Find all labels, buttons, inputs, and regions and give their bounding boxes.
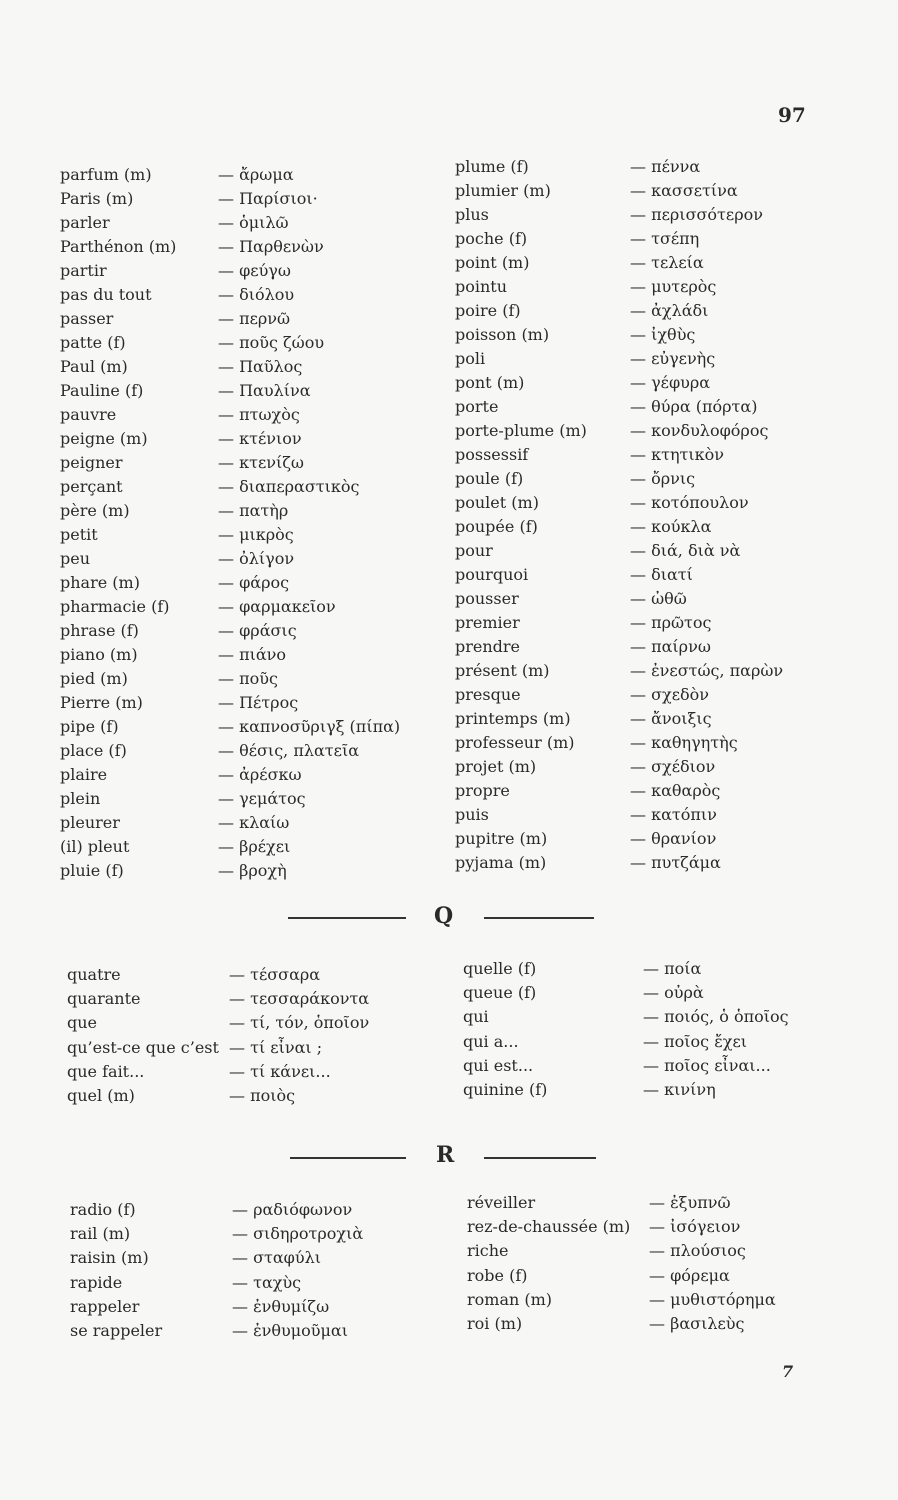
dictionary-entry <box>463 1078 883 1102</box>
dictionary-entry <box>467 1239 887 1263</box>
greek-translation: — ποῦς <box>218 669 278 688</box>
dictionary-entry <box>455 539 875 563</box>
dictionary-entry <box>455 827 875 851</box>
greek-translation: — τσέπη <box>630 229 700 248</box>
greek-translation: — εὐγενὴς <box>630 349 716 368</box>
french-term: qu’est-ce que c’est <box>67 1037 219 1057</box>
greek-translation: — κτητικὸν <box>630 445 725 464</box>
greek-translation: — σχέδιον <box>630 757 716 776</box>
section-letter-r: R <box>436 1142 455 1168</box>
dictionary-entry <box>467 1191 887 1215</box>
french-term: pointu <box>455 277 508 296</box>
french-term: pluie (f) <box>60 861 124 880</box>
dictionary-entry <box>60 571 430 595</box>
greek-translation: — ἄνοιξις <box>630 709 712 728</box>
dictionary-entry <box>455 515 875 539</box>
greek-translation: — κούκλα <box>630 517 712 536</box>
french-term: pont (m) <box>455 373 525 392</box>
french-term: puis <box>455 805 489 824</box>
greek-translation: — ἐνθυμοῦμαι <box>232 1320 348 1340</box>
french-term: printemps (m) <box>455 709 571 728</box>
greek-translation: — σιδηροτροχιὰ <box>232 1224 364 1244</box>
dictionary-entry <box>455 395 875 419</box>
greek-translation: — βροχὴ <box>218 861 287 880</box>
page-number: 97 <box>778 103 806 127</box>
french-term: petit <box>60 525 98 544</box>
greek-translation: — ποῖος εἶναι... <box>643 1055 771 1075</box>
greek-translation: — ἀχλάδι <box>630 301 709 320</box>
dictionary-entry <box>60 211 430 235</box>
french-term: que fait... <box>67 1061 145 1081</box>
french-term: raisin (m) <box>70 1248 149 1268</box>
dictionary-entry <box>60 499 430 523</box>
dictionary-entry <box>455 203 875 227</box>
greek-translation: — κοτόπουλον <box>630 493 749 512</box>
french-term: prendre <box>455 637 521 656</box>
greek-translation: — φεύγω <box>218 261 291 280</box>
dictionary-entry <box>455 323 875 347</box>
greek-translation: — πτωχὸς <box>218 405 300 424</box>
dictionary-entry <box>60 379 430 403</box>
greek-translation: — Παρθενὼν <box>218 237 324 256</box>
greek-translation: — βασιλεὺς <box>649 1313 745 1333</box>
greek-translation: — βρέχει <box>218 837 291 856</box>
dictionary-entry <box>455 851 875 875</box>
dictionary-entry <box>60 811 430 835</box>
greek-translation: — ποιός, ὁ ὁποῖος <box>643 1007 789 1027</box>
greek-translation: — φαρμακεῖον <box>218 597 336 616</box>
french-term: qui <box>463 1007 489 1027</box>
dictionary-entry <box>67 1036 427 1060</box>
greek-translation: — κατόπιν <box>630 805 717 824</box>
french-term: poche (f) <box>455 229 528 248</box>
dictionary-entry <box>67 987 427 1011</box>
greek-translation: — Πέτρος <box>218 693 299 712</box>
dictionary-entry <box>455 611 875 635</box>
dictionary-entry <box>455 371 875 395</box>
footer-mark: 7 <box>782 1362 794 1381</box>
greek-translation: — οὐρὰ <box>643 983 704 1003</box>
dictionary-entry <box>70 1198 430 1222</box>
greek-translation: — κονδυλοφόρος <box>630 421 769 440</box>
french-term: réveiller <box>467 1193 536 1212</box>
french-term: parler <box>60 213 110 232</box>
dictionary-entry <box>70 1271 430 1295</box>
dictionary-entry <box>67 1084 427 1108</box>
dictionary-entry <box>467 1288 887 1312</box>
dictionary-entry <box>60 691 430 715</box>
french-term: Parthénon (m) <box>60 237 177 256</box>
greek-translation: — γέφυρα <box>630 373 711 392</box>
french-term: Pauline (f) <box>60 381 144 400</box>
dictionary-entry <box>60 835 430 859</box>
dictionary-entry <box>60 163 430 187</box>
dictionary-entry <box>60 595 430 619</box>
french-term: rappeler <box>70 1296 140 1316</box>
dictionary-entry <box>60 475 430 499</box>
french-term: Paris (m) <box>60 189 134 208</box>
dictionary-entry <box>467 1312 887 1336</box>
dictionary-entry <box>455 779 875 803</box>
greek-translation: — ἰχθὺς <box>630 325 696 344</box>
dictionary-entry <box>455 251 875 275</box>
dictionary-entry <box>60 427 430 451</box>
french-term: quelle (f) <box>463 959 537 978</box>
dictionary-entry <box>455 179 875 203</box>
dictionary-entry <box>60 355 430 379</box>
dictionary-entry <box>60 787 430 811</box>
dictionary-entry <box>67 1011 427 1035</box>
dictionary-entry <box>455 347 875 371</box>
greek-translation: — παίρνω <box>630 637 711 656</box>
dictionary-entry <box>463 1005 883 1029</box>
french-term: plein <box>60 789 101 808</box>
greek-translation: — ἄρωμα <box>218 165 294 184</box>
french-term: premier <box>455 613 520 632</box>
dictionary-entry <box>60 235 430 259</box>
greek-translation: — ταχὺς <box>232 1272 302 1292</box>
dictionary-entry <box>70 1295 430 1319</box>
french-term: partir <box>60 261 107 280</box>
greek-translation: — τί κάνει... <box>229 1061 331 1081</box>
greek-translation: — ἐξυπνῶ <box>649 1193 731 1212</box>
greek-translation: — ἰσόγειον <box>649 1217 741 1237</box>
greek-translation: — περνῶ <box>218 309 291 328</box>
french-term: pupitre (m) <box>455 829 548 848</box>
greek-translation: — φράσις <box>218 621 297 640</box>
french-term: poule (f) <box>455 469 524 488</box>
dictionary-entry <box>60 307 430 331</box>
french-term: pour <box>455 541 493 560</box>
divider-rule-right <box>484 1157 596 1159</box>
dictionary-entry <box>60 859 430 883</box>
dictionary-entry <box>455 803 875 827</box>
greek-translation: — καπνοσῦριγξ (πίπα) <box>218 717 401 736</box>
french-term: roi (m) <box>467 1313 523 1333</box>
r-right-column <box>467 1191 887 1336</box>
french-term: père (m) <box>60 501 130 520</box>
french-term: pourquoi <box>455 565 529 584</box>
dictionary-entry <box>455 443 875 467</box>
dictionary-entry <box>455 155 875 179</box>
french-term: robe (f) <box>467 1265 528 1285</box>
greek-translation: — φάρος <box>218 573 290 592</box>
french-term: roman (m) <box>467 1289 553 1309</box>
french-term: plus <box>455 205 489 224</box>
french-term: qui a... <box>463 1031 519 1051</box>
dictionary-entry <box>463 981 883 1005</box>
french-term: piano (m) <box>60 645 138 664</box>
greek-translation: — ἐνθυμίζω <box>232 1296 330 1316</box>
french-term: plumier (m) <box>455 181 551 200</box>
french-term: perçant <box>60 477 123 496</box>
french-term: phrase (f) <box>60 621 139 640</box>
dictionary-entry <box>463 957 883 981</box>
greek-translation: — κινίνη <box>643 1079 716 1099</box>
greek-translation: — ποιὸς <box>229 1085 296 1105</box>
greek-translation: — πέννα <box>630 157 701 176</box>
greek-translation: — πυτζάμα <box>630 853 721 872</box>
french-term: pauvre <box>60 405 117 424</box>
divider-rule-right <box>484 917 594 919</box>
p-left-column <box>60 163 430 883</box>
greek-translation: — τέσσαρα <box>229 965 321 984</box>
dictionary-entry <box>60 523 430 547</box>
dictionary-entry <box>70 1319 430 1343</box>
greek-translation: — ἀρέσκω <box>218 765 302 784</box>
greek-translation: — θέσις, πλατεῖα <box>218 741 360 760</box>
greek-translation: — μυτερὸς <box>630 277 717 296</box>
greek-translation: — κασσετίνα <box>630 181 738 200</box>
greek-translation: — καθαρὸς <box>630 781 721 800</box>
dictionary-entry <box>60 763 430 787</box>
french-term: quel (m) <box>67 1085 135 1105</box>
greek-translation: — διατί <box>630 565 693 584</box>
dictionary-entry <box>70 1222 430 1246</box>
greek-translation: — θύρα (πόρτα) <box>630 397 758 416</box>
french-term: riche <box>467 1241 509 1261</box>
greek-translation: — πρῶτος <box>630 613 712 632</box>
french-term: peigner <box>60 453 123 472</box>
greek-translation: — ὠθῶ <box>630 589 687 608</box>
dictionary-entry <box>60 451 430 475</box>
divider-rule-left <box>288 917 406 919</box>
r-left-column <box>70 1198 430 1343</box>
greek-translation: — κλαίω <box>218 813 290 832</box>
greek-translation: — ὀλίγον <box>218 549 295 568</box>
greek-translation: — ὄρνις <box>630 469 696 488</box>
dictionary-entry <box>463 1030 883 1054</box>
french-term: qui est... <box>463 1055 534 1075</box>
french-term: rapide <box>70 1272 123 1292</box>
greek-translation: — σχεδὸν <box>630 685 709 704</box>
greek-translation: — Παρίσιοι· <box>218 189 318 208</box>
french-term: radio (f) <box>70 1200 136 1219</box>
greek-translation: — πιάνο <box>218 645 287 664</box>
french-term: pas du tout <box>60 285 152 304</box>
french-term: poupée (f) <box>455 517 538 536</box>
french-term: quinine (f) <box>463 1079 548 1099</box>
q-right-column <box>463 957 883 1102</box>
dictionary-entry <box>455 683 875 707</box>
french-term: pharmacie (f) <box>60 597 170 616</box>
french-term: phare (m) <box>60 573 140 592</box>
dictionary-entry <box>60 715 430 739</box>
french-term: porte-plume (m) <box>455 421 587 440</box>
greek-translation: — κτένιον <box>218 429 302 448</box>
dictionary-entry <box>70 1246 430 1270</box>
french-term: presque <box>455 685 521 704</box>
p-right-column <box>455 155 875 875</box>
greek-translation: — ραδιόφωνον <box>232 1200 353 1219</box>
french-term: se rappeler <box>70 1320 163 1340</box>
greek-translation: — μικρὸς <box>218 525 294 544</box>
french-term: poire (f) <box>455 301 521 320</box>
french-term: point (m) <box>455 253 530 272</box>
dictionary-entry <box>455 275 875 299</box>
greek-translation: — γεμάτος <box>218 789 306 808</box>
dictionary-entry <box>455 299 875 323</box>
dictionary-entry <box>60 619 430 643</box>
greek-translation: — τί εἶναι ; <box>229 1037 323 1057</box>
french-term: porte <box>455 397 499 416</box>
dictionary-entry <box>455 467 875 491</box>
dictionary-entry <box>455 227 875 251</box>
dictionary-entry <box>455 635 875 659</box>
french-term: plaire <box>60 765 108 784</box>
dictionary-entry <box>60 739 430 763</box>
greek-translation: — σταφύλι <box>232 1248 322 1268</box>
dictionary-entry <box>60 403 430 427</box>
french-term: pipe (f) <box>60 717 119 736</box>
dictionary-entry <box>455 707 875 731</box>
dictionary-entry <box>455 587 875 611</box>
greek-translation: — διόλου <box>218 285 295 304</box>
french-term: peu <box>60 549 91 568</box>
french-term: quatre <box>67 965 121 984</box>
french-term: place (f) <box>60 741 127 760</box>
french-term: quarante <box>67 989 141 1009</box>
greek-translation: — Παυλίνα <box>218 381 311 400</box>
dictionary-entry <box>455 731 875 755</box>
greek-translation: — ποῖος ἔχει <box>643 1031 748 1051</box>
greek-translation: — καθηγητὴς <box>630 733 738 752</box>
dictionary-entry <box>463 1054 883 1078</box>
french-term: patte (f) <box>60 333 126 352</box>
greek-translation: — πλούσιος <box>649 1241 746 1261</box>
french-term: pyjama (m) <box>455 853 547 872</box>
french-term: passer <box>60 309 114 328</box>
greek-translation: — τεσσαράκοντα <box>229 989 370 1009</box>
dictionary-entry <box>455 419 875 443</box>
greek-translation: — περισσότερον <box>630 205 763 224</box>
greek-translation: — ποία <box>643 959 702 978</box>
q-left-column <box>67 963 427 1108</box>
french-term: pied (m) <box>60 669 128 688</box>
dictionary-entry <box>60 643 430 667</box>
dictionary-entry <box>455 659 875 683</box>
french-term: rez-de-chaussée (m) <box>467 1217 631 1237</box>
french-term: (il) pleut <box>60 837 130 856</box>
dictionary-entry <box>60 667 430 691</box>
greek-translation: — διαπεραστικὸς <box>218 477 360 496</box>
dictionary-entry <box>67 963 427 987</box>
french-term: possessif <box>455 445 529 464</box>
dictionary-entry <box>455 563 875 587</box>
greek-translation: — θρανίον <box>630 829 717 848</box>
divider-rule-left <box>290 1157 406 1159</box>
french-term: queue (f) <box>463 983 537 1003</box>
french-term: Paul (m) <box>60 357 128 376</box>
french-term: poisson (m) <box>455 325 550 344</box>
dictionary-entry <box>60 187 430 211</box>
dictionary-entry <box>467 1215 887 1239</box>
dictionary-entry <box>60 547 430 571</box>
french-term: que <box>67 1013 98 1033</box>
dictionary-entry <box>60 259 430 283</box>
greek-translation: — ὁμιλῶ <box>218 213 289 232</box>
dictionary-entry <box>60 283 430 307</box>
french-term: présent (m) <box>455 661 550 680</box>
greek-translation: — τελεία <box>630 253 704 272</box>
greek-translation: — διά, διὰ νὰ <box>630 541 741 560</box>
greek-translation: — μυθιστόρημα <box>649 1289 776 1309</box>
dictionary-entry <box>67 1060 427 1084</box>
greek-translation: — Παῦλος <box>218 357 303 376</box>
greek-translation: — κτενίζω <box>218 453 304 472</box>
section-letter-q: Q <box>434 903 454 929</box>
dictionary-entry <box>455 491 875 515</box>
french-term: poli <box>455 349 486 368</box>
french-term: Pierre (m) <box>60 693 143 712</box>
french-term: parfum (m) <box>60 165 152 184</box>
dictionary-entry <box>60 331 430 355</box>
greek-translation: — ἐνεστώς, παρὼν <box>630 661 784 680</box>
french-term: projet (m) <box>455 757 537 776</box>
french-term: pleurer <box>60 813 120 832</box>
dictionary-entry <box>467 1264 887 1288</box>
french-term: plume (f) <box>455 157 529 176</box>
french-term: peigne (m) <box>60 429 148 448</box>
dictionary-entry <box>455 755 875 779</box>
french-term: rail (m) <box>70 1224 131 1244</box>
french-term: poulet (m) <box>455 493 539 512</box>
greek-translation: — ποῦς ζώου <box>218 333 325 352</box>
greek-translation: — τί, τόν, ὁποῖον <box>229 1013 370 1033</box>
french-term: professeur (m) <box>455 733 575 752</box>
greek-translation: — πατὴρ <box>218 501 289 520</box>
french-term: pousser <box>455 589 519 608</box>
greek-translation: — φόρεμα <box>649 1265 730 1285</box>
french-term: propre <box>455 781 510 800</box>
